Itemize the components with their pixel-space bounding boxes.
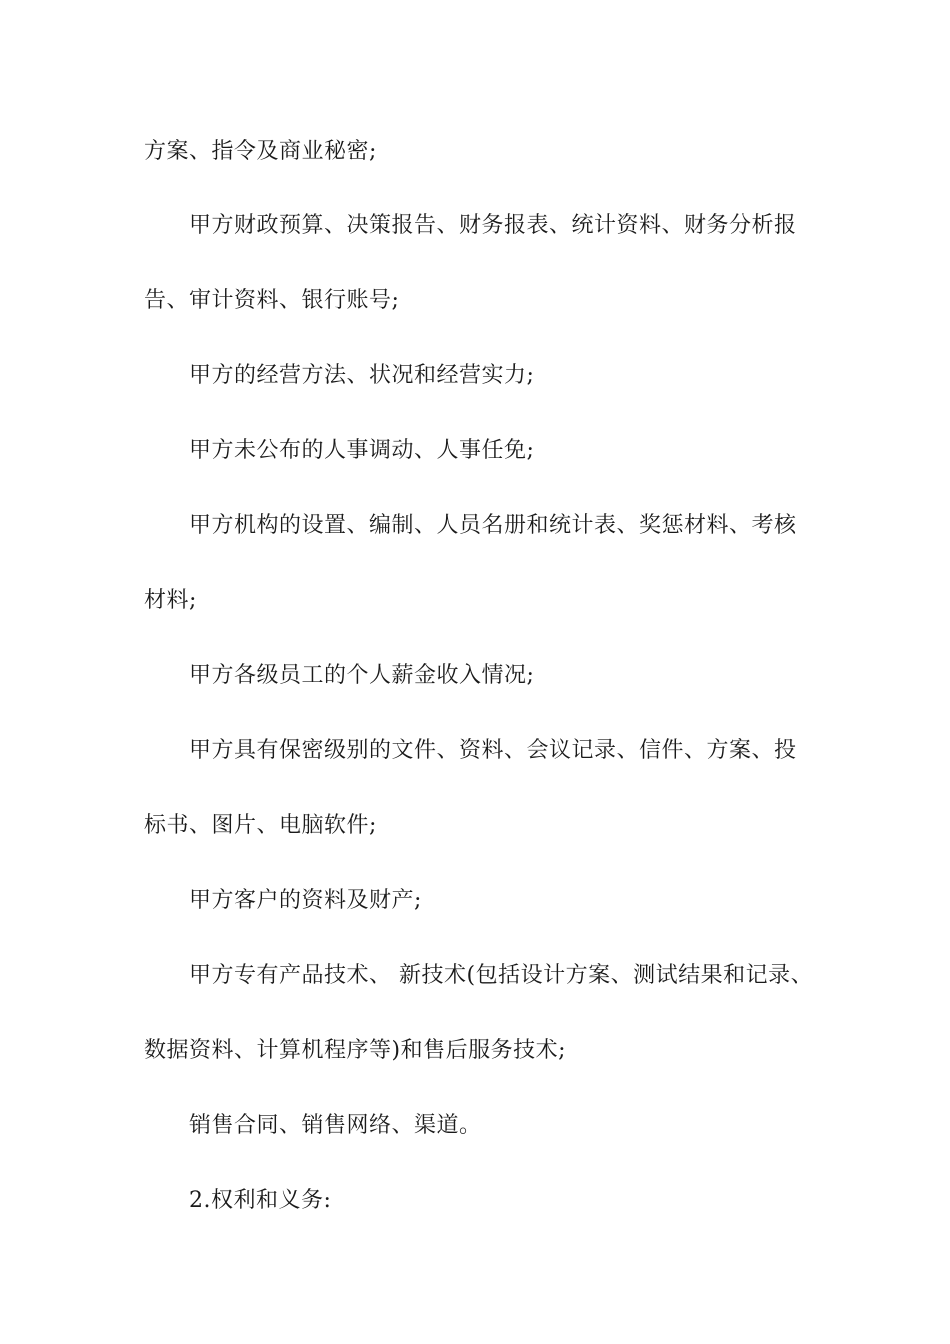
text-line: 甲方未公布的人事调动、人事任免; — [189, 438, 535, 463]
text-line: 甲方客户的资料及财产; — [189, 888, 422, 913]
text-line: 销售合同、销售网络、渠道。 — [189, 1113, 482, 1138]
text-line: 甲方各级员工的个人薪金收入情况; — [189, 663, 535, 688]
text-line: 甲方机构的设置、编制、人员名册和统计表、奖惩材料、考核 — [189, 513, 797, 538]
text-line: 甲方财政预算、决策报告、财务报表、统计资料、财务分析报 — [189, 213, 797, 238]
section-heading: 2.权利和义务: — [189, 1188, 332, 1213]
text-line: 标书、图片、电脑软件; — [144, 813, 377, 838]
text-line: 甲方专有产品技术、 新技术(包括设计方案、测试结果和记录、 — [189, 963, 814, 988]
text-line: 甲方具有保密级别的文件、资料、会议记录、信件、方案、投 — [189, 738, 797, 763]
text-line: 甲方的经营方法、状况和经营实力; — [189, 363, 535, 388]
text-line: 材料; — [144, 588, 197, 613]
text-line: 方案、指令及商业秘密; — [144, 139, 377, 164]
text-line: 数据资料、计算机程序等)和售后服务技术; — [144, 1038, 566, 1063]
text-line: 告、审计资料、银行账号; — [144, 288, 400, 313]
